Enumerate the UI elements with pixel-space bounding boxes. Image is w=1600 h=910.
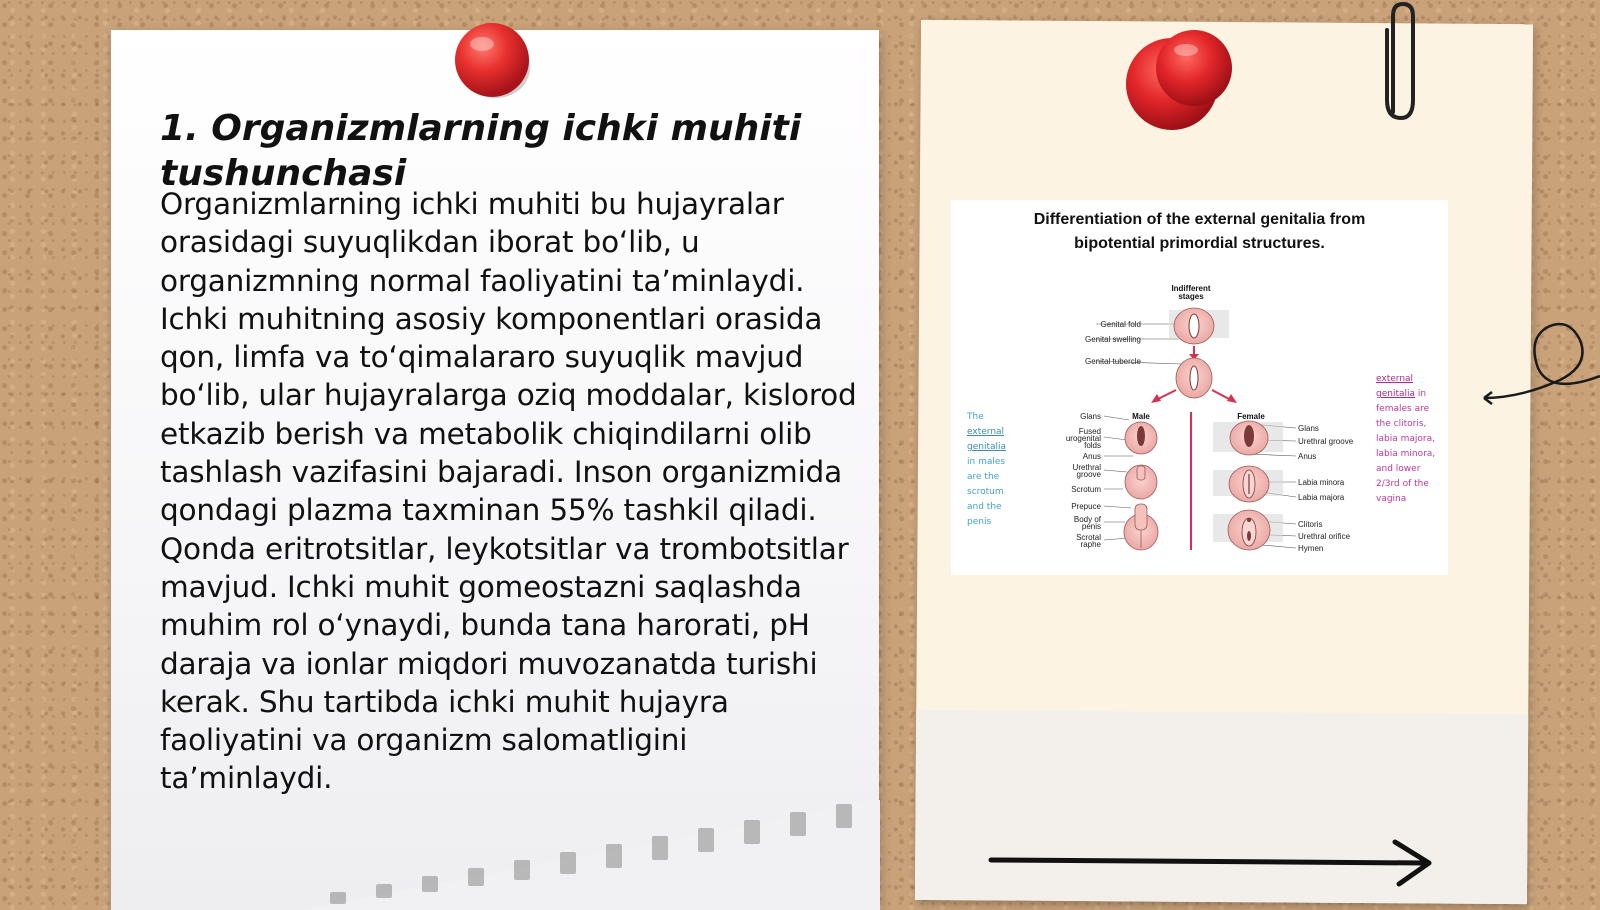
label-female-glans: Glans: [1298, 424, 1319, 433]
label-female-urethral-orifice: Urethral orifice: [1298, 532, 1351, 541]
label-male-penis: penis: [1081, 522, 1101, 531]
label-female-clitoris: Clitoris: [1298, 520, 1323, 529]
label-male-scrotal: Scrotal: [1076, 533, 1101, 542]
stage-header-line-1: Indifferent: [1171, 284, 1211, 293]
label-male-folds: folds: [1084, 441, 1101, 450]
string-loop-icon: [1480, 310, 1600, 410]
stage-header-line-2: stages: [1178, 292, 1204, 301]
label-male-fused: Fused: [1078, 427, 1101, 436]
figure-title-line-1: Differentiation of the external genitalia from: [1033, 211, 1366, 228]
slide-body-text: Organizmlarning ichki muhiti bu hujayralar orasidagi suyuqlikdan iborat bo‘lib, u organizmning normal faoliyatini ta’minlaydi. Ichki muhitning asosiy komponentlari orasida qon, limfa va to‘qimalararo suyuqlik mavjud bo‘lib, ular hujayralarga oziq moddalar, kislorod etkazib berish va metabolik chiqindilarni olib tashlash vazifasini bajaradi. Inson organizmida qondagi plazma taxminan 55% tashkil qiladi. Qonda eritrotsitlar, leykotsitlar va trombotsitlar mavjud. Ichki muhit gomeostazni saqlashda muhim rol o‘ynaydi, bunda tana harorati, pH daraja va ionlar miqdori muvozanatda turishi kerak. Shu tartibda ichki muhit hujayra faoliyatini va organizm salomatligini ta’minlaydi.: [160, 187, 857, 796]
label-male-groove: groove: [1076, 470, 1101, 479]
label-male-prepuce: Prepuce: [1071, 502, 1101, 511]
female-header: Female: [1237, 412, 1265, 421]
label-genital-fold: Genital fold: [1100, 320, 1141, 329]
slide-title: 1. Organizmlarning ichki muhiti tushunchasi: [160, 108, 802, 194]
label-female-urethral-groove: Urethral groove: [1298, 437, 1354, 446]
note-male-link[interactable]: external genitalia: [967, 427, 1007, 452]
label-female-labia-majora: Labia majora: [1298, 493, 1345, 502]
red-pushpin-icon: [1122, 28, 1238, 134]
genitalia-diagram-figure: [951, 200, 1448, 575]
note-male-text: in males are the scrotum and the penis: [967, 457, 1006, 527]
note-female-text: in females are the clitoris, labia majora, labia minora, and lower 2/3rd of the vagina: [1376, 389, 1436, 504]
label-female-anus: Anus: [1298, 452, 1317, 461]
label-genital-tubercle: Genital tubercle: [1084, 357, 1141, 366]
label-female-labia-minora: Labia minora: [1298, 478, 1345, 487]
label-male-anus: Anus: [1082, 452, 1101, 461]
label-male-urethral: Urethral: [1072, 463, 1101, 472]
note-female-link[interactable]: external genitalia: [1376, 374, 1416, 399]
label-male-glans: Glans: [1080, 412, 1101, 421]
label-genital-swelling: Genital swelling: [1084, 335, 1141, 344]
torn-paper-edge: [300, 800, 880, 910]
paper-clip-icon: [1375, 0, 1425, 125]
label-male-raphe: raphe: [1080, 540, 1101, 549]
male-header: Male: [1132, 412, 1150, 421]
label-male-body-of: Body of: [1073, 515, 1101, 524]
red-pushpin-icon: [452, 20, 534, 102]
label-male-urogenital: urogenital: [1065, 434, 1101, 443]
diagram-drawing: [951, 200, 1448, 575]
label-male-scrotum: Scrotum: [1071, 485, 1101, 494]
figure-title-line-2: bipotential primordial structures.: [1074, 235, 1325, 252]
label-female-hymen: Hymen: [1298, 544, 1324, 553]
arrow-right-icon: [985, 838, 1445, 888]
note-male-prefix: The: [967, 412, 984, 422]
